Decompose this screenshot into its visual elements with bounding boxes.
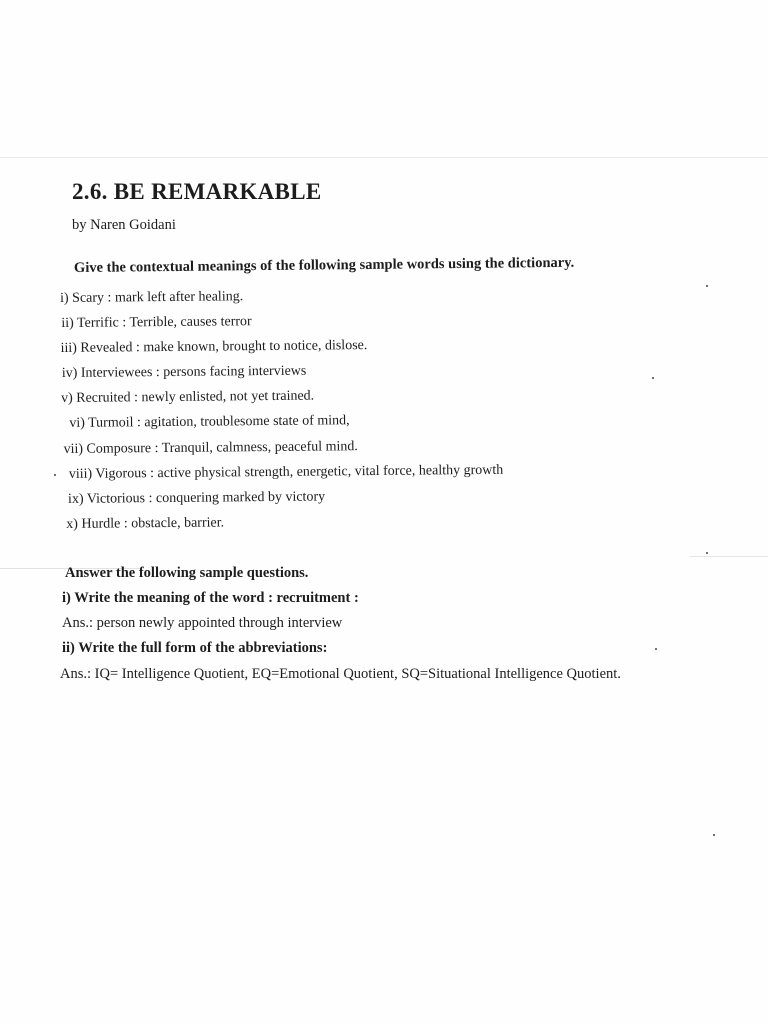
vocabulary-item: i) Scary : mark left after healing.: [60, 289, 244, 306]
vocabulary-item: v) Recruited : newly enlisted, not yet trained.: [60, 388, 315, 407]
vocabulary-item: ix) Victorious : conquering marked by victory: [67, 489, 326, 507]
vocabulary-item: vi) Turmoil : agitation, troublesome state of mind,: [69, 413, 350, 432]
answer-2: Ans.: IQ= Intelligence Quotient, EQ=Emotional Quotient, SQ=Situational Intelligence Quotient.: [60, 666, 621, 682]
vocabulary-heading: Give the contextual meanings of the following sample words using the dictionary.: [73, 254, 575, 276]
page-title: 2.6. BE REMARKABLE: [72, 179, 322, 204]
scan-edge-line: [0, 157, 768, 158]
vocabulary-item: iv) Interviewees : persons facing interviews: [61, 363, 307, 382]
scan-edge-line: [690, 556, 768, 557]
vocabulary-item: vii) Composure : Tranquil, calmness, peaceful mind.: [63, 438, 358, 457]
vocabulary-list: [60, 285, 504, 540]
question-1: i) Write the meaning of the word : recruitment :: [62, 590, 359, 606]
answer-1: Ans.: person newly appointed through interview: [62, 615, 343, 631]
scan-speck: [54, 474, 56, 476]
scan-speck: [652, 377, 654, 379]
scan-speck: [706, 552, 708, 554]
vocabulary-item: iii) Revealed : make known, brought to notice, dislose.: [60, 338, 368, 357]
vocabulary-item: x) Hurdle : obstacle, barrier.: [66, 515, 225, 532]
scan-speck: [713, 834, 715, 836]
questions-heading: Answer the following sample questions.: [65, 565, 309, 581]
vocabulary-item: ii) Terrific : Terrible, causes terror: [61, 314, 252, 332]
vocabulary-item: viii) Vigorous : active physical strength, energetic, vital force, healthy growth: [68, 462, 504, 482]
scan-speck: [706, 285, 708, 287]
question-2: ii) Write the full form of the abbreviations:: [62, 640, 328, 656]
author-byline: by Naren Goidani: [72, 217, 176, 233]
scan-speck: [655, 648, 657, 650]
